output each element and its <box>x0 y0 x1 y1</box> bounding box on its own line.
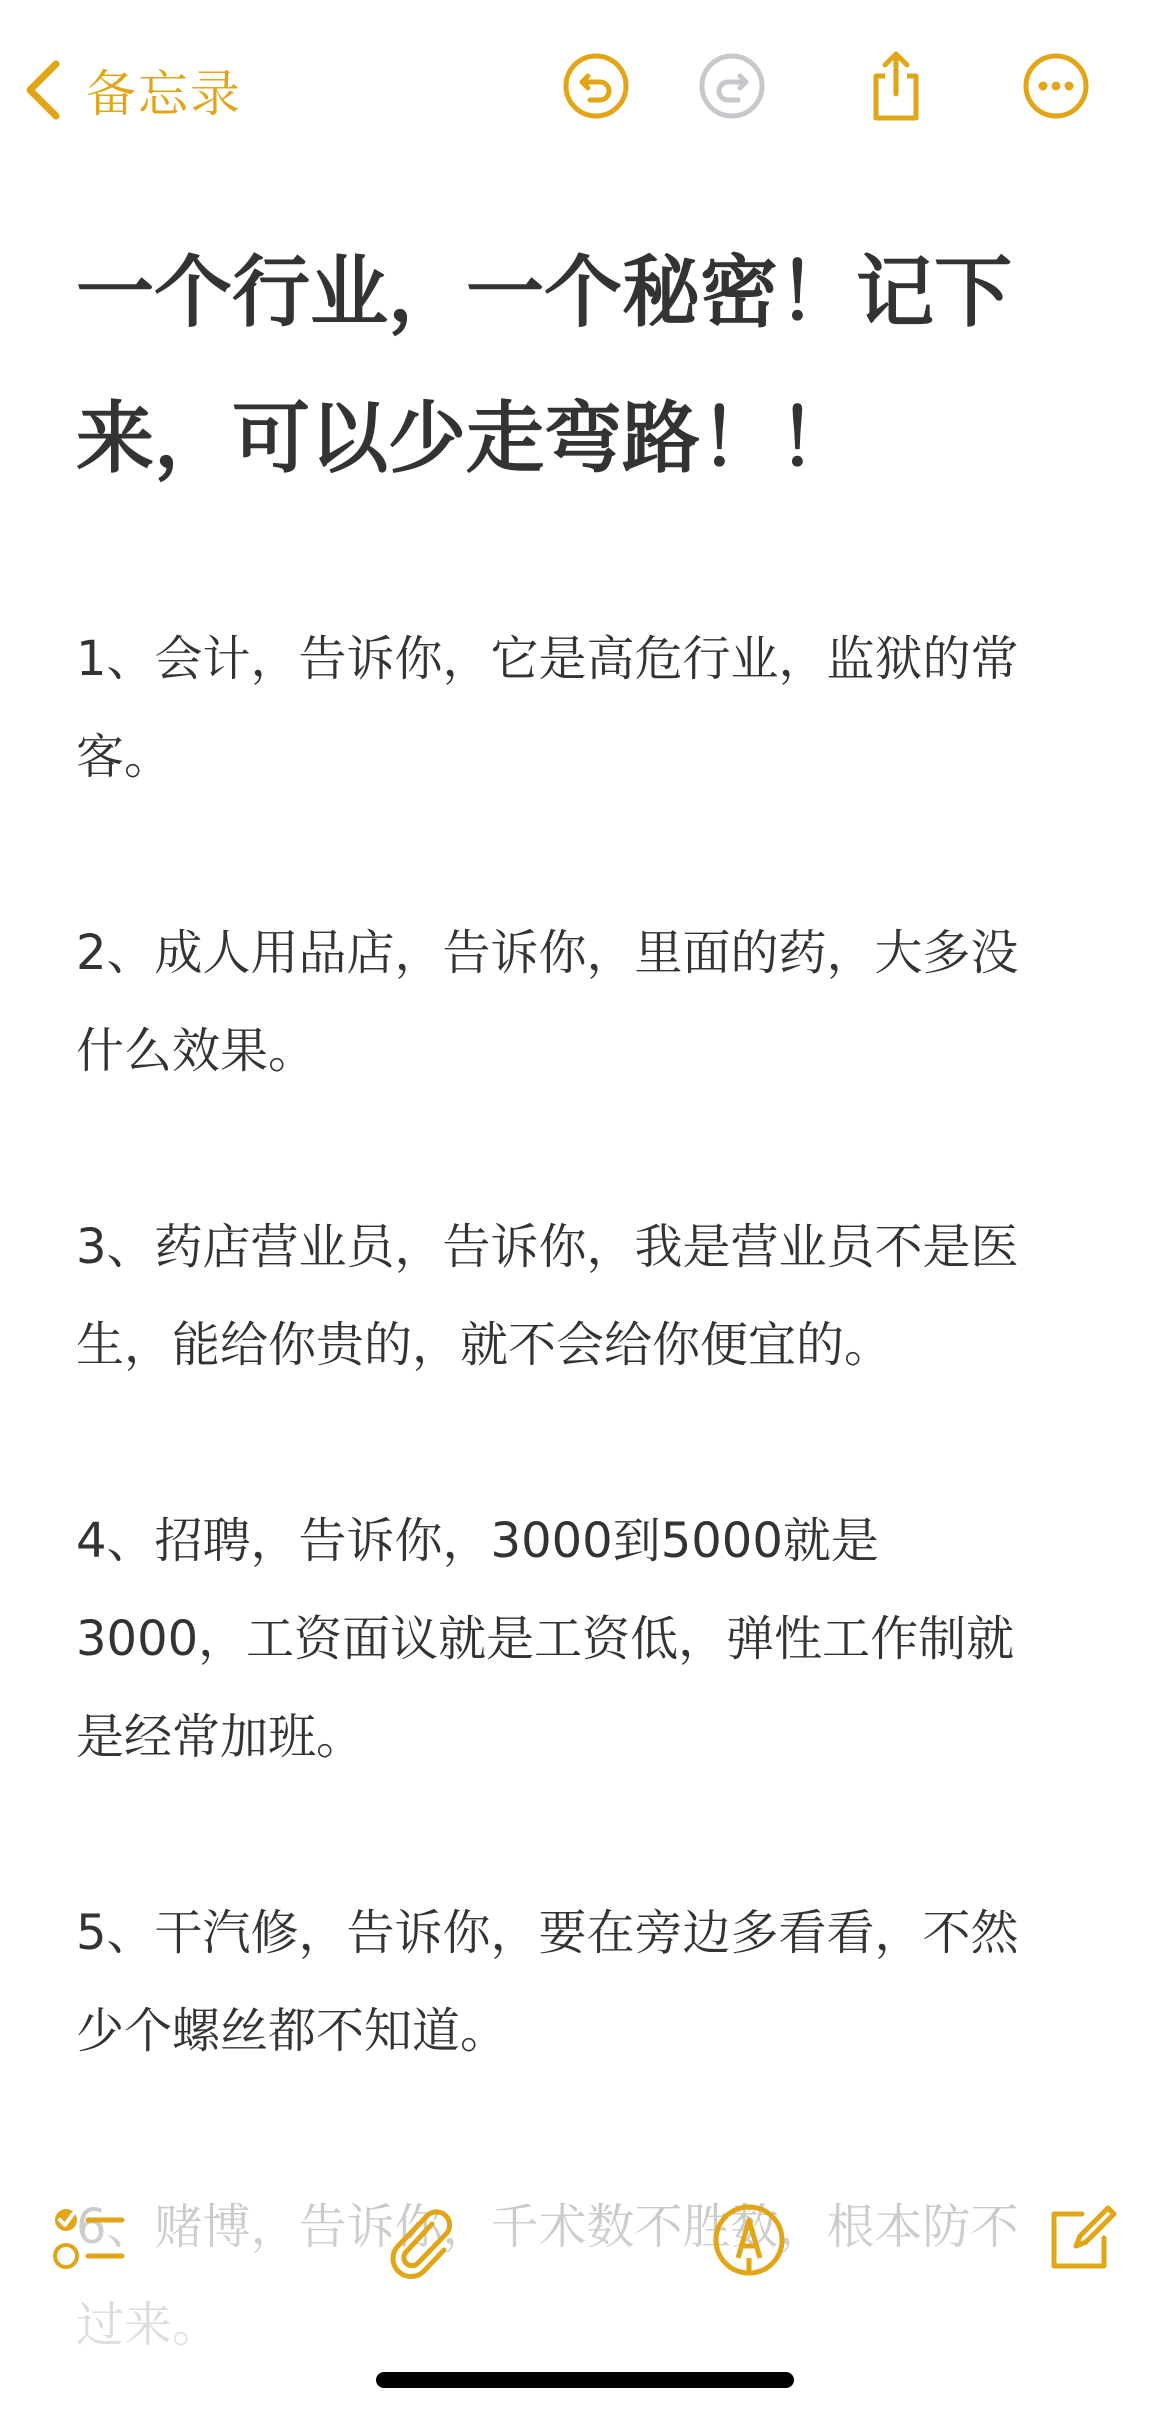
text-line: 3、药店营业员，告诉你，我是营业员不是医 <box>76 1219 1019 1275</box>
title-line: 来，可以少走弯路！！ <box>76 394 857 484</box>
list-item <box>76 1198 1076 1394</box>
checklist-button[interactable] <box>48 2200 128 2280</box>
text-line: 2、成人用品店，告诉你，里面的药，大多没 <box>76 925 1019 981</box>
title-line: 一个行业，一个秘密！记下 <box>76 248 1013 338</box>
home-indicator <box>376 2372 794 2388</box>
bottom-toolbar <box>0 2200 1170 2310</box>
text-line: 3000，工资面议就是工资低，弹性工作制就 <box>76 1611 1015 1667</box>
redo-icon <box>696 50 768 122</box>
list-item <box>76 1884 1076 2080</box>
chevron-left-icon <box>22 58 66 122</box>
compose-button[interactable] <box>1040 2200 1120 2280</box>
more-button[interactable] <box>1020 50 1092 122</box>
share-icon <box>860 50 932 122</box>
text-line: 什么效果。 <box>76 1023 317 1079</box>
more-icon <box>1020 50 1092 122</box>
paperclip-icon <box>382 2200 462 2280</box>
text-line: 是经常加班。 <box>76 1709 365 1765</box>
undo-button[interactable] <box>560 50 632 122</box>
attach-button[interactable] <box>382 2200 462 2280</box>
text-line: 5、干汽修，告诉你，要在旁边多看看，不然 <box>76 1905 1019 1961</box>
text-line: 客。 <box>76 729 173 785</box>
share-button[interactable] <box>860 50 932 122</box>
list-item <box>76 610 1076 806</box>
text-line: 4、招聘，告诉你，3000到5000就是 <box>76 1513 879 1569</box>
text-line: 1、会计，告诉你，它是高危行业，监狱的常 <box>76 631 1019 687</box>
text-line: 少个螺丝都不知道。 <box>76 2003 509 2059</box>
redo-button[interactable] <box>696 50 768 122</box>
undo-icon <box>560 50 632 122</box>
text-line: 生，能给你贵的，就不会给你便宜的。 <box>76 1317 893 1373</box>
note-title <box>76 220 1076 512</box>
back-label: 备忘录 <box>86 65 242 123</box>
note-body[interactable] <box>76 220 1076 2374</box>
list-item <box>76 1492 1076 1786</box>
navigation-bar <box>0 0 1170 170</box>
markup-pen-icon <box>709 2200 789 2280</box>
checklist-icon <box>48 2200 128 2280</box>
back-button[interactable] <box>22 50 242 130</box>
markup-button[interactable] <box>709 2200 789 2280</box>
list-item <box>76 904 1076 1100</box>
compose-icon <box>1040 2200 1120 2280</box>
